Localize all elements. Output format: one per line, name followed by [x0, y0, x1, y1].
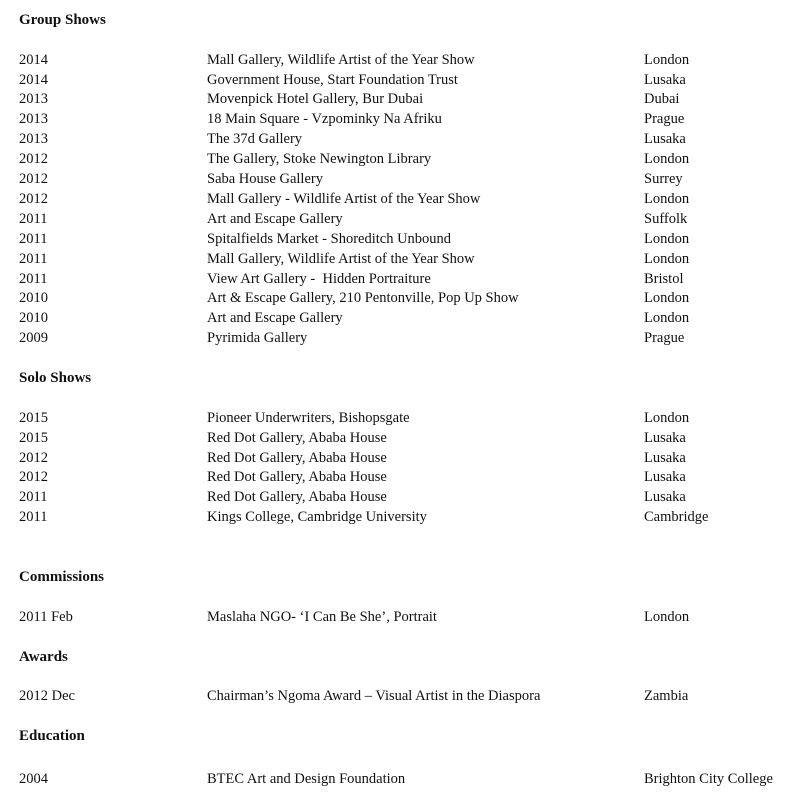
row-place: London: [644, 410, 690, 426]
row-year: 2013: [19, 111, 48, 127]
row-venue: Mall Gallery - Wildlife Artist of the Year Show: [207, 191, 481, 207]
table-row: [0, 507, 802, 527]
row-venue: Red Dot Gallery, Ababa House: [207, 450, 387, 466]
table-row: [0, 109, 802, 129]
row-place: Lusaka: [644, 489, 686, 505]
row-year: 2010: [19, 290, 48, 306]
row-venue: Red Dot Gallery, Ababa House: [207, 489, 387, 505]
row-year: 2014: [19, 72, 48, 88]
row-venue: Red Dot Gallery, Ababa House: [207, 430, 387, 446]
table-row: [0, 428, 802, 448]
row-place: Lusaka: [644, 430, 686, 446]
row-year: 2011: [19, 251, 48, 267]
row-venue: Chairman’s Ngoma Award – Visual Artist in the Diaspora: [207, 688, 541, 704]
row-place: London: [644, 231, 690, 247]
row-place: Prague: [644, 330, 685, 346]
row-venue: Red Dot Gallery, Ababa House: [207, 469, 387, 485]
row-year: 2014: [19, 52, 48, 68]
group-shows-heading: Group Shows: [19, 12, 106, 28]
row-venue: The 37d Gallery: [207, 131, 303, 147]
table-row: [0, 189, 802, 209]
table-row: [0, 467, 802, 487]
row-year: 2011 Feb: [19, 609, 73, 625]
row-place: Lusaka: [644, 469, 686, 485]
education-heading: Education: [19, 728, 85, 744]
table-row: [0, 229, 802, 249]
row-venue: Art and Escape Gallery: [207, 211, 343, 227]
row-venue: Movenpick Hotel Gallery, Bur Dubai: [207, 91, 424, 107]
row-year: 2012: [19, 191, 48, 207]
table-row: [0, 288, 802, 308]
row-year: 2011: [19, 489, 48, 505]
row-place: Dubai: [644, 91, 680, 107]
row-place: Lusaka: [644, 131, 686, 147]
row-year: 2015: [19, 430, 48, 446]
commissions-heading: Commissions: [19, 569, 105, 585]
row-year: 2009: [19, 330, 48, 346]
row-year: 2013: [19, 131, 48, 147]
table-row: [0, 209, 802, 229]
row-place: London: [644, 251, 690, 267]
row-year: 2012: [19, 469, 48, 485]
row-place: Prague: [644, 111, 685, 127]
row-place: London: [644, 151, 690, 167]
row-venue: View Art Gallery - Hidden Portraiture: [207, 271, 431, 287]
table-row: [0, 769, 802, 789]
row-venue: Art & Escape Gallery, 210 Pentonville, Pop Up Show: [207, 290, 519, 306]
row-year: 2011: [19, 231, 48, 247]
row-venue: Saba House Gallery: [207, 171, 323, 187]
table-row: [0, 89, 802, 109]
table-row: [0, 308, 802, 328]
row-place: Surrey: [644, 171, 683, 187]
row-venue: Pyrimida Gallery: [207, 330, 308, 346]
row-place: London: [644, 609, 690, 625]
row-place: Lusaka: [644, 72, 686, 88]
row-year: 2004: [19, 771, 48, 787]
table-row: [0, 686, 802, 706]
row-year: 2011: [19, 271, 48, 287]
row-year: 2010: [19, 310, 48, 326]
table-row: [0, 269, 802, 289]
row-venue: Art and Escape Gallery: [207, 310, 343, 326]
row-place: Cambridge: [644, 509, 709, 525]
table-row: [0, 169, 802, 189]
row-place: London: [644, 310, 690, 326]
row-place: Suffolk: [644, 211, 688, 227]
row-venue: The Gallery, Stoke Newington Library: [207, 151, 432, 167]
table-row: [0, 607, 802, 627]
row-venue: Mall Gallery, Wildlife Artist of the Year Show: [207, 52, 475, 68]
row-venue: 18 Main Square - Vzpominky Na Afriku: [207, 111, 442, 127]
row-year: 2012 Dec: [19, 688, 75, 704]
solo-shows-heading: Solo Shows: [19, 370, 92, 386]
row-place: London: [644, 290, 690, 306]
row-place: Zambia: [644, 688, 689, 704]
row-venue: Government House, Start Foundation Trust: [207, 72, 458, 88]
row-year: 2012: [19, 151, 48, 167]
table-row: [0, 129, 802, 149]
table-row: [0, 249, 802, 269]
table-row: [0, 50, 802, 70]
row-venue: BTEC Art and Design Foundation: [207, 771, 406, 787]
awards-heading: Awards: [19, 649, 68, 665]
table-row: [0, 328, 802, 348]
row-place: Brighton City College: [644, 771, 773, 787]
row-year: 2015: [19, 410, 48, 426]
row-place: Bristol: [644, 271, 684, 287]
row-place: Lusaka: [644, 450, 686, 466]
row-place: London: [644, 52, 690, 68]
row-venue: Kings College, Cambridge University: [207, 509, 427, 525]
row-place: London: [644, 191, 690, 207]
row-year: 2012: [19, 450, 48, 466]
row-venue: Mall Gallery, Wildlife Artist of the Year Show: [207, 251, 475, 267]
row-year: 2011: [19, 211, 48, 227]
table-row: [0, 487, 802, 507]
row-venue: Spitalfields Market - Shoreditch Unbound: [207, 231, 452, 247]
row-year: 2012: [19, 171, 48, 187]
table-row: [0, 70, 802, 90]
table-row: [0, 408, 802, 428]
table-row: [0, 149, 802, 169]
row-venue: Maslaha NGO- ‘I Can Be She’, Portrait: [207, 609, 437, 625]
row-year: 2011: [19, 509, 48, 525]
row-venue: Pioneer Underwriters, Bishopsgate: [207, 410, 410, 426]
row-year: 2013: [19, 91, 48, 107]
table-row: [0, 448, 802, 468]
